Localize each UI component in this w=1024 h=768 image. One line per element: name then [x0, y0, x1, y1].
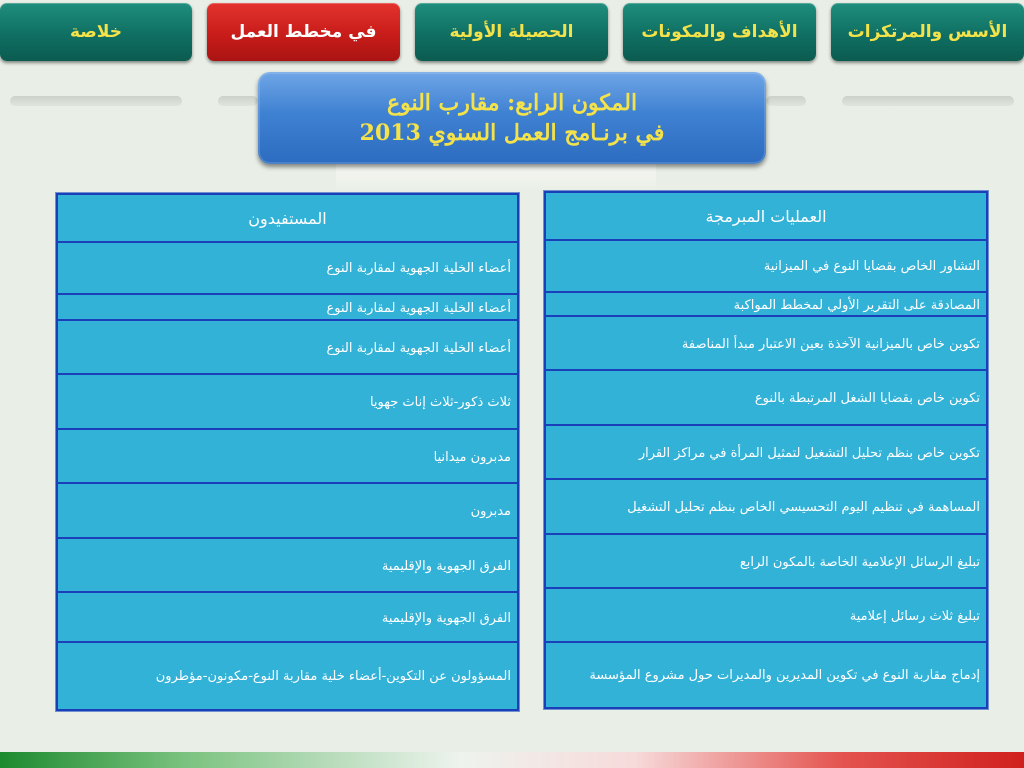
- table-row: [546, 645, 986, 705]
- cell-text: تبليغ ثلاث رسائل إعلامية: [849, 608, 980, 624]
- operations-header-label: العمليات المبرمجة: [705, 206, 827, 226]
- decorative-stripe: [218, 96, 258, 106]
- tab-foundations-label: الأسس والمرتكزات: [847, 22, 1008, 42]
- table-row: [58, 432, 517, 484]
- tab-initial-results[interactable]: [415, 3, 608, 61]
- tab-goals-components[interactable]: [623, 3, 816, 61]
- cell-text: مدبرون ميدانيا: [433, 449, 511, 465]
- tab-foundations[interactable]: [831, 3, 1024, 61]
- title-line-1: المكون الرابع: مقارب النوع: [386, 90, 638, 116]
- component-title-box: [258, 72, 766, 164]
- cell-text: تبليغ الرسائل الإعلامية الخاصة بالمكون الرابع: [739, 554, 980, 570]
- decorative-stripe: [842, 96, 1014, 106]
- table-row: [546, 482, 986, 535]
- table-row: [58, 243, 517, 295]
- cell-text: تكوين خاص بنظم تحليل التشغيل لتمثيل المرأة في مراكز القرار: [638, 445, 980, 461]
- operations-table-header: [546, 193, 986, 241]
- cell-text: المصادقة على التقرير الأولي لمخطط المواكبة: [733, 297, 980, 313]
- cell-text: مدبرون: [470, 504, 511, 519]
- tab-summary-label: خلاصة: [70, 22, 122, 42]
- table-row: [546, 537, 986, 589]
- cell-text: إدماج مقاربة النوع في تكوين المديرين والمديرات حول مشروع المؤسسة: [589, 667, 980, 683]
- cell-text: الفرق الجهوية والإقليمية: [381, 610, 511, 626]
- tab-goals-components-label: الأهداف والمكونات: [641, 22, 798, 42]
- table-row: [58, 377, 517, 430]
- flag-color-bar: [0, 752, 1024, 768]
- cell-text: المسؤولون عن التكوين-أعضاء خلية مقاربة النوع-مكونون-مؤطرون: [155, 668, 511, 684]
- tab-initial-results-label: الحصيلة الأولية: [449, 22, 574, 42]
- table-row: [58, 541, 517, 593]
- tab-action-plan[interactable]: [207, 3, 400, 61]
- table-row: [546, 428, 986, 480]
- table-row: [58, 486, 517, 539]
- beneficiaries-table-header: [58, 195, 517, 243]
- cell-text: أعضاء الخلية الجهوية لمقاربة النوع: [326, 300, 511, 316]
- beneficiaries-table: [56, 193, 519, 711]
- decorative-stripe: [766, 96, 806, 106]
- table-row: [58, 595, 517, 643]
- table-row: [546, 295, 986, 317]
- beneficiaries-header-label: المستفيدون: [248, 208, 327, 228]
- table-row: [546, 591, 986, 643]
- decorative-stripe: [10, 96, 182, 106]
- cell-text: ثلاث ذكور-ثلاث إناث جهويا: [369, 395, 511, 410]
- cell-text: التشاور الخاص بقضايا النوع في الميزانية: [763, 258, 980, 274]
- cell-text: تكوين خاص بقضايا الشغل المرتبطة بالنوع: [754, 391, 980, 406]
- tab-summary[interactable]: [0, 3, 192, 61]
- table-row: [546, 241, 986, 293]
- table-row: [546, 373, 986, 426]
- table-row: [58, 297, 517, 321]
- table-row: [58, 645, 517, 707]
- title-connector: [336, 164, 656, 192]
- cell-text: تكوين خاص بالميزانية الآخذة بعين الاعتبار مبدأ المناصفة: [681, 336, 980, 352]
- title-line-2: في برنـامج العمل السنوي 2013: [359, 120, 665, 146]
- tab-action-plan-label: في مخطط العمل: [230, 22, 377, 42]
- cell-text: أعضاء الخلية الجهوية لمقاربة النوع: [326, 340, 511, 356]
- table-row: [546, 319, 986, 371]
- cell-text: أعضاء الخلية الجهوية لمقاربة النوع: [326, 260, 511, 276]
- operations-table: [544, 191, 988, 709]
- cell-text: الفرق الجهوية والإقليمية: [381, 558, 511, 574]
- cell-text: المساهمة في تنظيم اليوم التحسيسي الخاص بنظم تحليل التشغيل: [627, 500, 980, 515]
- table-row: [58, 323, 517, 375]
